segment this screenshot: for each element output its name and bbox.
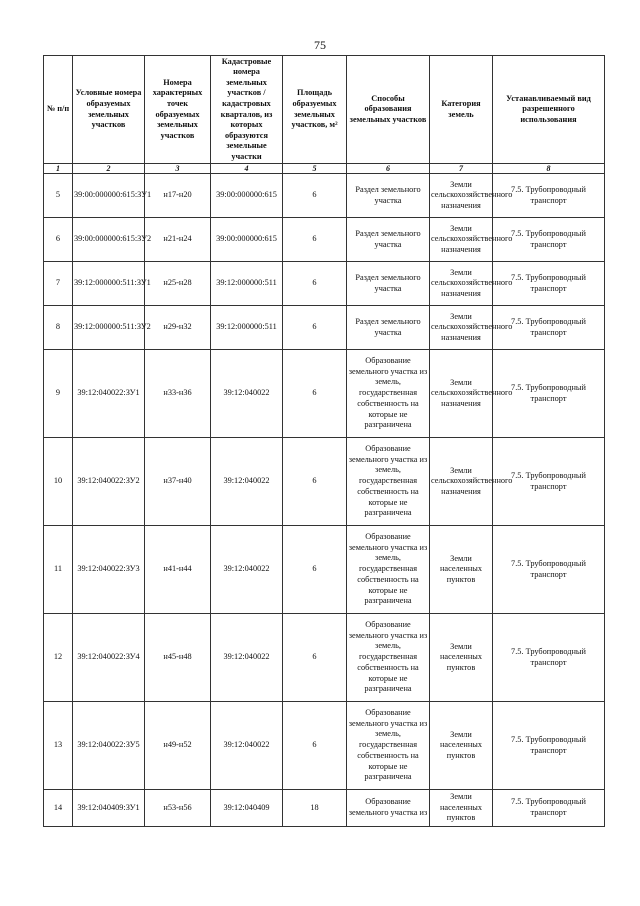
use-cell-text: 7.5. Трубопроводный транспорт	[511, 797, 586, 817]
header-area: Площадь образуемых земельных участков, м²	[283, 56, 347, 164]
points-cell	[145, 526, 211, 614]
plot-id-cell-text: 39:12:040022:ЗУ5	[77, 740, 140, 750]
cadastral-cell	[211, 306, 283, 350]
header-use: Устанавливаемый вид разрешенного использования	[493, 56, 605, 164]
use-cell-text: 7.5. Трубопроводный транспорт	[511, 184, 586, 205]
category-cell-text: Земли сельскохозяйственного назначения	[431, 223, 513, 254]
points-cell-text: н37-н40	[163, 476, 192, 486]
column-number: 1	[44, 164, 73, 174]
category-cell	[430, 614, 493, 702]
method-cell	[347, 526, 430, 614]
area-cell-text: 6	[312, 234, 317, 244]
area-cell-text: 6	[312, 740, 317, 750]
points-cell-text: н33-н36	[163, 388, 192, 398]
row-number-cell-text: 11	[54, 564, 62, 574]
row-number-cell	[44, 218, 73, 262]
area-cell	[283, 174, 347, 218]
row-number-cell-text: 8	[55, 322, 61, 332]
column-number: 4	[211, 164, 283, 174]
row-number-cell-text: 14	[53, 802, 63, 812]
plot-id-cell	[73, 350, 145, 438]
cadastral-cell	[211, 350, 283, 438]
use-cell	[493, 526, 605, 614]
plot-id-cell-text: 39:12:040409:ЗУ1	[77, 802, 140, 812]
row-number-cell-text: 9	[55, 388, 61, 398]
use-cell-text: 7.5. Трубопроводный транспорт	[511, 382, 586, 403]
cadastral-cell	[211, 526, 283, 614]
points-cell-text: н29-н32	[163, 322, 192, 332]
use-cell-text: 7.5. Трубопроводный транспорт	[511, 646, 586, 667]
row-number-cell	[44, 702, 73, 790]
column-number: 5	[283, 164, 347, 174]
area-cell	[283, 702, 347, 790]
area-cell	[283, 218, 347, 262]
use-cell-text: 7.5. Трубопроводный транспорт	[511, 470, 586, 491]
row-number-cell	[44, 790, 73, 827]
method-cell-text: Образование земельного участка из земель, государственная собственность на которые не разграничена	[348, 708, 428, 782]
category-cell	[430, 218, 513, 262]
points-cell	[145, 218, 211, 262]
points-cell-text: н41-н44	[163, 564, 192, 574]
plot-id-cell	[73, 438, 145, 526]
method-cell	[347, 350, 430, 438]
table-row	[44, 350, 605, 438]
category-cell-text: Земли сельскохозяйственного назначения	[431, 465, 513, 496]
method-cell-text: Раздел земельного участка	[355, 272, 421, 293]
area-cell	[283, 790, 347, 827]
method-cell	[347, 702, 430, 790]
plot-id-cell-text: 39:12:040022:ЗУ3	[77, 564, 140, 574]
table-header-row	[44, 56, 605, 164]
plot-id-cell	[73, 218, 152, 262]
category-cell	[430, 306, 513, 350]
plot-id-cell	[73, 702, 145, 790]
category-cell-text: Земли населенных пунктов	[439, 729, 482, 760]
header-number: № п/п	[44, 56, 73, 164]
area-cell	[283, 262, 347, 306]
method-cell	[347, 218, 430, 262]
column-number-row	[44, 164, 605, 174]
category-cell	[430, 526, 493, 614]
use-cell	[493, 614, 605, 702]
page-number: 75	[314, 38, 326, 52]
points-cell-text: н17-н20	[163, 190, 192, 200]
use-cell-text: 7.5. Трубопроводный транспорт	[511, 558, 586, 579]
method-cell-text: Образование земельного участка из земель, государственная собственность на которые не разграничена	[348, 444, 428, 518]
points-cell	[145, 438, 211, 526]
column-number: 8	[493, 164, 605, 174]
row-number-cell	[44, 526, 73, 614]
points-cell	[145, 350, 211, 438]
area-cell-text: 6	[312, 322, 317, 332]
plot-id-cell-text: 39:00:000000:615:ЗУ2	[74, 234, 152, 244]
category-cell	[430, 174, 513, 218]
category-cell	[430, 350, 513, 438]
area-cell-text: 6	[312, 564, 317, 574]
use-cell-text: 7.5. Трубопроводный транспорт	[511, 316, 586, 337]
method-cell-text: Раздел земельного участка	[355, 184, 421, 205]
plot-id-cell	[73, 614, 145, 702]
method-cell-text: Раздел земельного участка	[355, 228, 421, 249]
method-cell	[347, 262, 430, 306]
area-cell-text: 18	[310, 802, 319, 812]
category-cell-text: Земли сельскохозяйственного назначения	[431, 377, 513, 408]
plot-id-cell-text: 39:12:000000:511:ЗУ1	[74, 278, 151, 288]
method-cell-text: Раздел земельного участка	[355, 316, 421, 337]
method-cell-text: Образование земельного участка из	[348, 797, 428, 817]
cadastral-cell	[211, 790, 283, 827]
row-number-cell	[44, 350, 73, 438]
column-number: 7	[430, 164, 493, 174]
header-cadastral: Кадастровые номера земельных участков / кадастровых кварталов, из которых образуются земельные участки	[211, 56, 283, 164]
plot-id-cell	[73, 262, 151, 306]
table-row	[44, 614, 605, 702]
plot-id-cell-text: 39:12:000000:511:ЗУ2	[74, 322, 151, 332]
area-cell-text: 6	[312, 476, 317, 486]
category-cell-text: Земли населенных пунктов	[439, 641, 482, 672]
cadastral-cell-text: 39:12:040022	[223, 476, 270, 486]
use-cell	[493, 790, 605, 827]
points-cell-text: н21-н24	[163, 234, 192, 244]
area-cell-text: 6	[312, 278, 317, 288]
area-cell	[283, 306, 347, 350]
area-cell	[283, 526, 347, 614]
row-number-cell	[44, 614, 73, 702]
cadastral-cell-text: 39:00:000000:615	[216, 234, 277, 244]
cadastral-cell-text: 39:12:040022	[223, 652, 270, 662]
plot-id-cell-text: 39:00:000000:615:ЗУ1	[74, 190, 152, 200]
row-number-cell-text: 13	[53, 740, 63, 750]
points-cell	[145, 306, 211, 350]
row-number-cell-text: 5	[55, 190, 61, 200]
header-plot-id: Условные номера образуемых земельных участков	[73, 56, 145, 164]
row-number-cell	[44, 306, 73, 350]
cadastral-cell-text: 39:12:040022	[223, 564, 270, 574]
use-cell	[493, 702, 605, 790]
cadastral-cell	[211, 438, 283, 526]
method-cell	[347, 614, 430, 702]
cadastral-cell-text: 39:12:000000:511	[216, 278, 277, 288]
method-cell	[347, 174, 430, 218]
category-cell-text: Земли населенных пунктов	[439, 792, 482, 823]
header-points: Номера характерных точек образуемых земельных участков	[145, 56, 211, 164]
area-cell-text: 6	[312, 388, 317, 398]
area-cell-text: 6	[312, 652, 317, 662]
row-number-cell	[44, 174, 73, 218]
cadastral-cell-text: 39:12:040022	[223, 388, 270, 398]
plot-id-cell	[73, 526, 145, 614]
column-number: 3	[145, 164, 211, 174]
use-cell-text: 7.5. Трубопроводный транспорт	[511, 734, 586, 755]
table-row	[44, 702, 605, 790]
cadastral-cell	[211, 218, 283, 262]
row-number-cell-text: 12	[53, 652, 63, 662]
points-cell-text: н45-н48	[163, 652, 192, 662]
row-number-cell-text: 10	[53, 476, 63, 486]
row-number-cell-text: 7	[55, 278, 61, 288]
area-cell	[283, 614, 347, 702]
cadastral-cell	[211, 614, 283, 702]
plot-id-cell	[73, 174, 152, 218]
table-row	[44, 262, 605, 306]
row-number-cell	[44, 438, 73, 526]
points-cell	[145, 702, 211, 790]
row-number-cell	[44, 262, 73, 306]
cadastral-cell-text: 39:12:040409	[223, 802, 270, 812]
table-row	[44, 174, 605, 218]
table-row	[44, 306, 605, 350]
method-cell-text: Образование земельного участка из земель, государственная собственность на которые не разграничена	[348, 620, 428, 694]
method-cell-text: Образование земельного участка из земель, государственная собственность на которые не разграничена	[348, 532, 428, 606]
points-cell	[145, 174, 211, 218]
plot-id-cell-text: 39:12:040022:ЗУ4	[77, 652, 140, 662]
cadastral-cell-text: 39:12:000000:511	[216, 322, 277, 332]
plot-id-cell-text: 39:12:040022:ЗУ1	[77, 388, 140, 398]
category-cell	[430, 262, 513, 306]
points-cell	[145, 614, 211, 702]
category-cell-text: Земли сельскохозяйственного назначения	[431, 311, 513, 342]
plot-id-cell	[73, 306, 151, 350]
points-cell	[145, 790, 211, 827]
area-cell	[283, 350, 347, 438]
category-cell	[430, 790, 493, 827]
points-cell-text: н53-н56	[163, 802, 192, 812]
category-cell-text: Земли населенных пунктов	[439, 553, 482, 584]
column-number: 2	[73, 164, 145, 174]
category-cell-text: Земли сельскохозяйственного назначения	[431, 267, 513, 298]
points-cell-text: н49-н52	[163, 740, 192, 750]
table-row	[44, 438, 605, 526]
table-row	[44, 218, 605, 262]
category-cell	[430, 438, 513, 526]
row-number-cell-text: 6	[55, 234, 61, 244]
table-row	[44, 526, 605, 614]
use-cell-text: 7.5. Трубопроводный транспорт	[511, 228, 586, 249]
header-method: Способы образования земельных участков	[347, 56, 430, 164]
table-row	[44, 790, 605, 827]
plot-id-cell	[73, 790, 145, 827]
cadastral-cell	[211, 262, 283, 306]
area-cell-text: 6	[312, 190, 317, 200]
method-cell-text: Образование земельного участка из земель, государственная собственность на которые не разграничена	[348, 356, 428, 430]
use-cell-text: 7.5. Трубопроводный транспорт	[511, 272, 586, 293]
cadastral-cell	[211, 702, 283, 790]
land-plots-table	[43, 55, 605, 827]
cadastral-cell	[211, 174, 283, 218]
plot-id-cell-text: 39:12:040022:ЗУ2	[77, 476, 140, 486]
points-cell-text: н25-н28	[163, 278, 192, 288]
area-cell	[283, 438, 347, 526]
method-cell	[347, 438, 430, 526]
column-number: 6	[347, 164, 430, 174]
cadastral-cell-text: 39:00:000000:615	[216, 190, 277, 200]
method-cell	[347, 790, 430, 827]
category-cell-text: Земли сельскохозяйственного назначения	[431, 179, 513, 210]
category-cell	[430, 702, 493, 790]
method-cell	[347, 306, 430, 350]
header-category: Категория земель	[430, 56, 493, 164]
points-cell	[145, 262, 211, 306]
cadastral-cell-text: 39:12:040022	[223, 740, 270, 750]
